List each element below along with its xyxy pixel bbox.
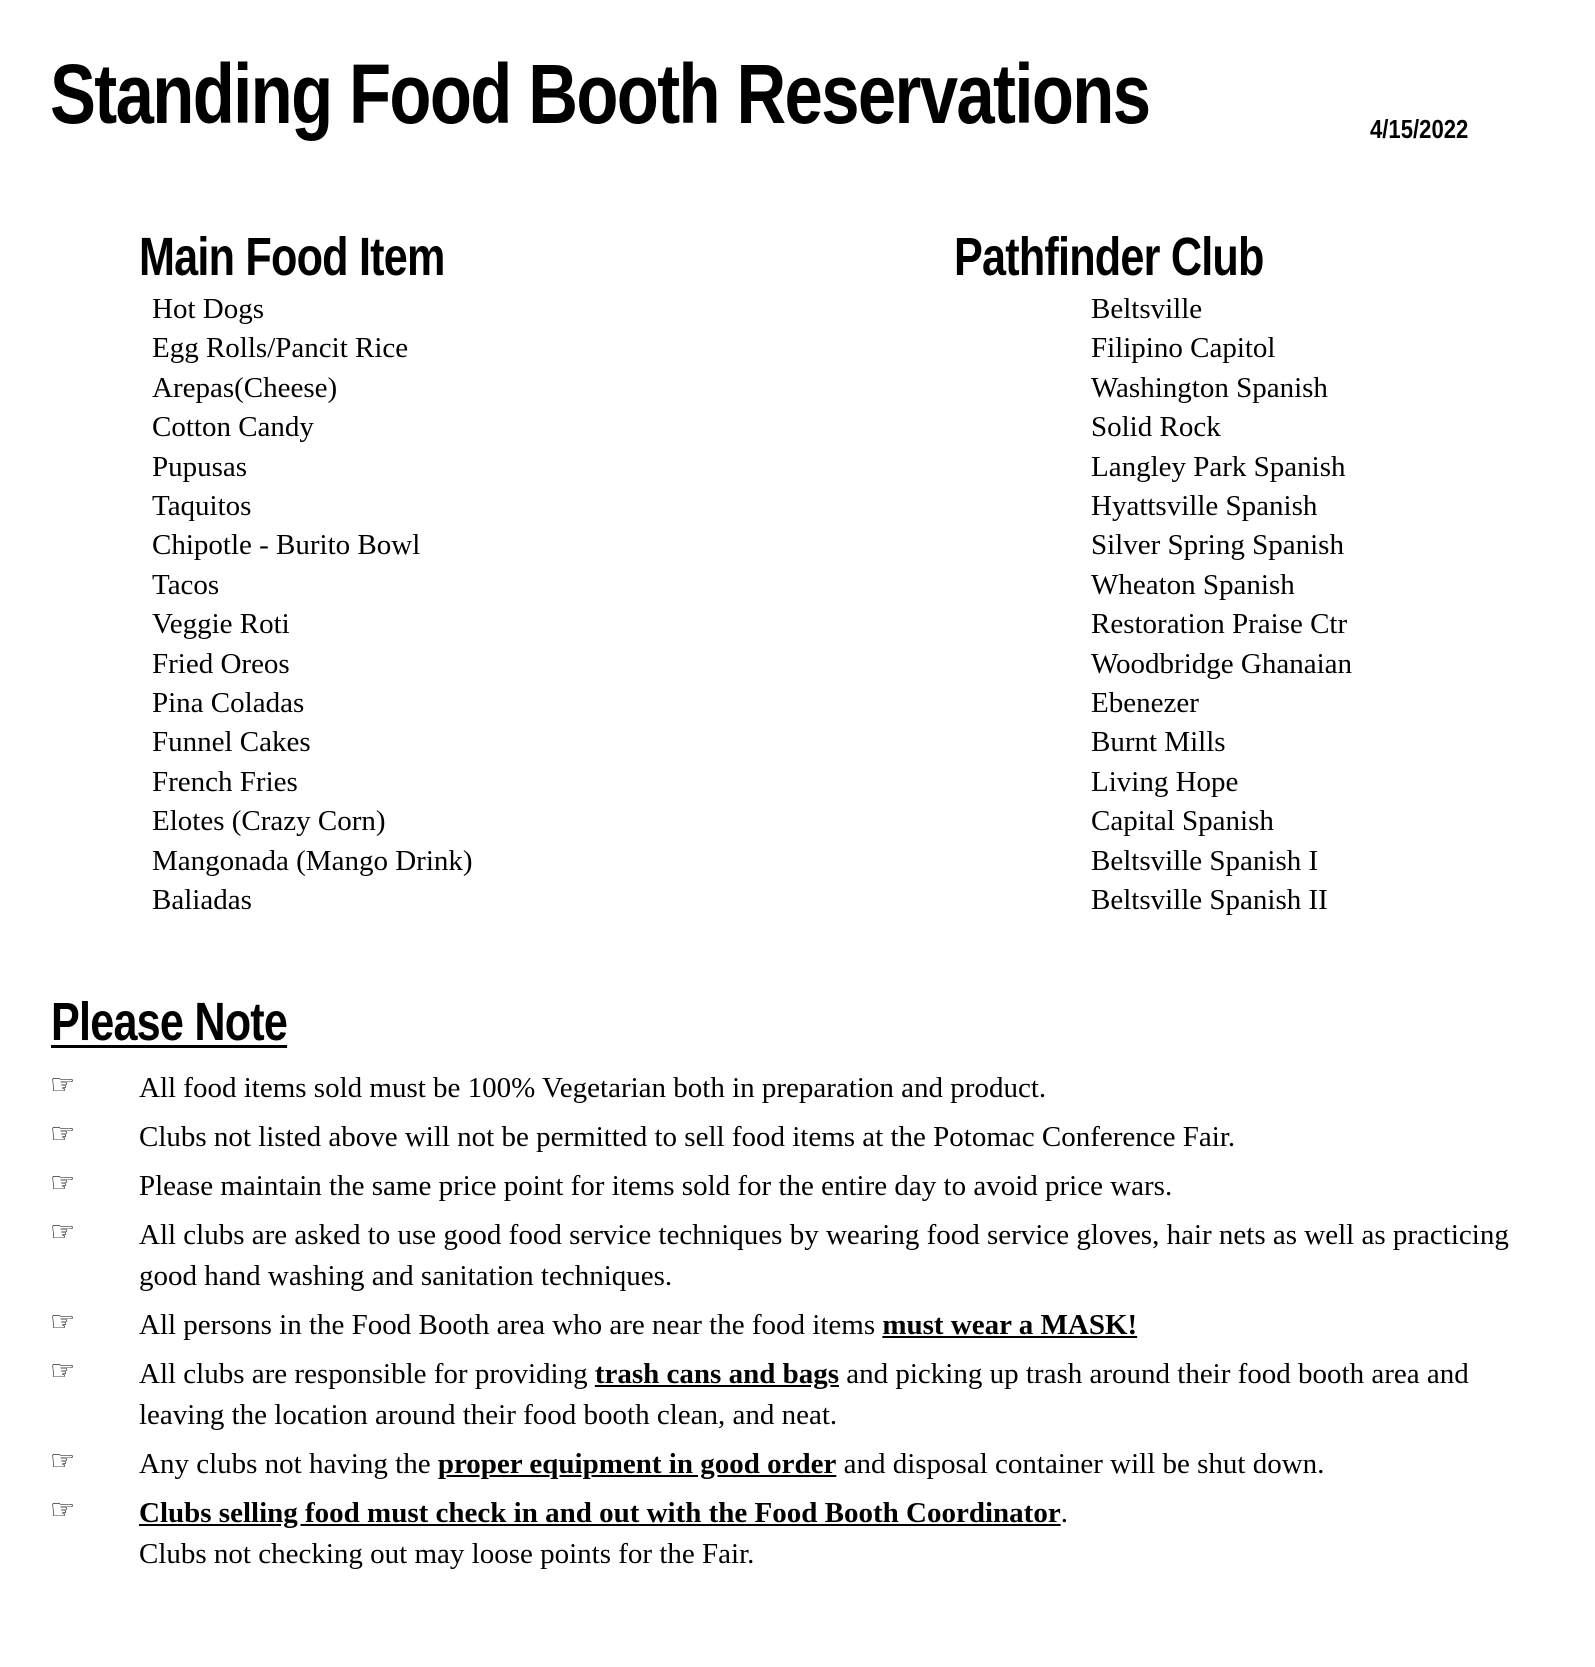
note-text: All clubs are asked to use good food service techniques by wearing food service gloves, hair nets as well as practicing good hand washing and sanitation techniques. <box>139 1219 1509 1292</box>
club-list <box>1091 290 1352 921</box>
notes-list <box>0 1068 1595 1583</box>
pointing-hand-icon: ☞ <box>50 1068 76 1101</box>
note-item <box>0 1166 1595 1207</box>
pointing-hand-icon: ☞ <box>50 1493 76 1526</box>
list-item: Veggie Roti <box>152 608 290 641</box>
note-emphasis: Clubs selling food must check in and out with the Food Booth Coordinator <box>139 1497 1061 1529</box>
note-item <box>0 1493 1595 1575</box>
list-item: Taquitos <box>152 490 252 523</box>
list-item: Tacos <box>152 568 220 601</box>
document-date: 4/15/2022 <box>1370 114 1469 144</box>
note-item <box>0 1068 1595 1109</box>
note-item <box>0 1117 1595 1158</box>
list-item: Hyattsville Spanish <box>1091 490 1318 523</box>
note-emphasis: trash cans and bags <box>594 1358 839 1390</box>
list-item: Beltsville Spanish II <box>1091 884 1328 917</box>
page-title: Standing Food Booth Reservations <box>50 47 1150 141</box>
list-item: Mangonada (Mango Drink) <box>152 844 473 877</box>
list-item: Wheaton Spanish <box>1091 568 1295 601</box>
list-item: Restoration Praise Ctr <box>1091 608 1348 641</box>
list-item: Arepas(Cheese) <box>152 371 338 404</box>
list-item: Living Hope <box>1091 765 1239 798</box>
list-item: Egg Rolls/Pancit Rice <box>152 332 409 365</box>
note-item <box>0 1354 1595 1436</box>
list-item: Funnel Cakes <box>152 726 311 759</box>
list-item: Langley Park Spanish <box>1091 450 1346 483</box>
note-text: All clubs are responsible for providing <box>139 1358 595 1390</box>
pointing-hand-icon: ☞ <box>50 1215 76 1248</box>
list-item: Filipino Capitol <box>1091 332 1276 365</box>
note-item <box>0 1444 1595 1485</box>
note-text: Clubs not listed above will not be permitted to sell food items at the Potomac Conference Fair. <box>139 1121 1236 1153</box>
pointing-hand-icon: ☞ <box>50 1354 76 1387</box>
note-text: All food items sold must be 100% Vegetarian both in preparation and product. <box>139 1072 1047 1104</box>
note-text: Please maintain the same price point for items sold for the entire day to avoid price wars. <box>139 1170 1173 1202</box>
list-item: Beltsville Spanish I <box>1091 844 1319 877</box>
note-emphasis: proper equipment in good order <box>437 1448 837 1480</box>
note-text: Clubs not checking out may loose points for the Fair. <box>139 1538 755 1570</box>
list-item: Hot Dogs <box>152 293 264 325</box>
list-item: Washington Spanish <box>1091 371 1328 404</box>
list-item: Fried Oreos <box>152 647 290 680</box>
club-column-heading: Pathfinder Club <box>954 227 1264 287</box>
pointing-hand-icon: ☞ <box>50 1166 76 1199</box>
pointing-hand-icon: ☞ <box>50 1444 76 1477</box>
note-text: and picking up trash around their food booth area and leaving the location around their food booth clean, and neat. <box>139 1358 1469 1431</box>
list-item: Elotes (Crazy Corn) <box>152 805 386 838</box>
list-item: Pina Coladas <box>152 687 305 720</box>
food-column-heading: Main Food Item <box>139 227 445 287</box>
pointing-hand-icon: ☞ <box>50 1305 76 1338</box>
note-text: All persons in the Food Booth area who are near the food items <box>139 1309 883 1341</box>
list-item: Chipotle - Burito Bowl <box>152 529 421 562</box>
list-item: Silver Spring Spanish <box>1091 529 1344 562</box>
list-item: Baliadas <box>152 884 252 917</box>
food-item-list <box>152 290 473 921</box>
please-note-heading: Please Note <box>51 992 288 1052</box>
list-item: Beltsville <box>1091 293 1203 325</box>
pointing-hand-icon: ☞ <box>50 1117 76 1150</box>
note-item <box>0 1215 1595 1297</box>
list-item: Cotton Candy <box>152 411 314 444</box>
list-item: Solid Rock <box>1091 411 1221 444</box>
list-item: Pupusas <box>152 450 248 483</box>
note-emphasis: must wear a MASK! <box>882 1309 1138 1341</box>
list-item: Burnt Mills <box>1091 726 1226 759</box>
list-item: Ebenezer <box>1091 687 1199 720</box>
note-text: and disposal container will be shut down. <box>836 1448 1325 1480</box>
note-item <box>0 1305 1595 1346</box>
list-item: Capital Spanish <box>1091 805 1274 838</box>
note-text: . <box>1060 1497 1068 1529</box>
note-text: Any clubs not having the <box>139 1448 438 1480</box>
list-item: Woodbridge Ghanaian <box>1091 647 1352 680</box>
list-item: French Fries <box>152 765 298 798</box>
